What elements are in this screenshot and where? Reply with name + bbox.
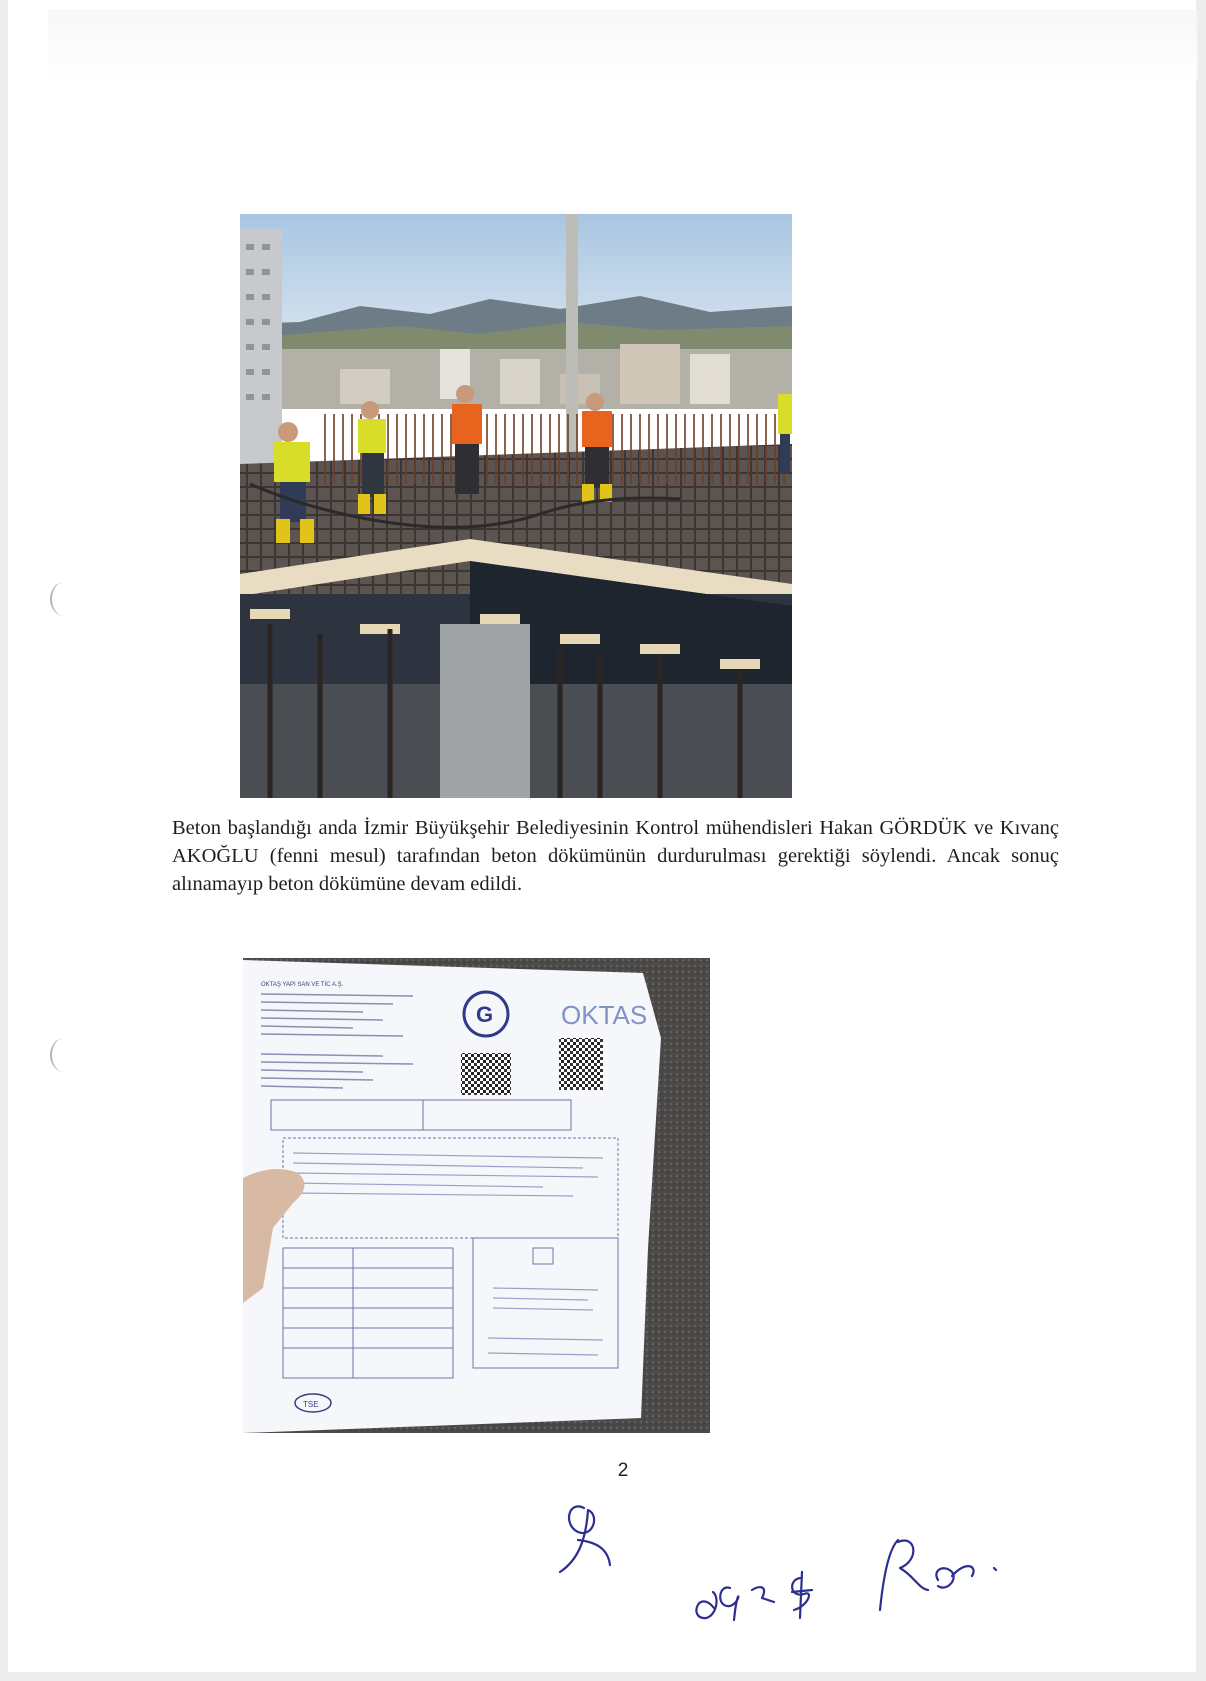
signature-2 xyxy=(696,1572,812,1620)
document-page xyxy=(8,0,1196,1672)
concrete-delivery-slip-photo xyxy=(243,958,710,1433)
slip-company-name: OKTAŞ YAPI SAN VE TİC A.Ş. xyxy=(261,982,344,988)
oktas-brand-logo: OKTAS xyxy=(561,1000,648,1030)
punch-hole-mark xyxy=(50,582,78,616)
handwritten-signatures xyxy=(538,1480,1098,1640)
photo-caption-paragraph: Beton başlandığı anda İzmir Büyükşehir Belediyesinin Kontrol mühendisleri Hakan GÖRDÜK ve Kıvanç AKOĞLU (fenni mesul) tarafından beton dökümünün durdurulması gerektiği söylendi. Ancak sonuç alınamayıp beton dökümüne devam edildi. xyxy=(172,817,1059,895)
punch-hole-mark xyxy=(50,1038,78,1072)
svg-text:G: G xyxy=(476,1002,494,1027)
qr-code-icon xyxy=(461,1053,511,1095)
qr-code-icon xyxy=(559,1038,603,1090)
tse-seal-text: TSE xyxy=(303,1400,319,1409)
page-number: 2 xyxy=(617,1460,629,1481)
signature-1 xyxy=(560,1506,610,1572)
scan-edge-shadow xyxy=(48,10,1198,80)
signature-3 xyxy=(880,1540,996,1610)
construction-site-photo xyxy=(240,214,792,798)
